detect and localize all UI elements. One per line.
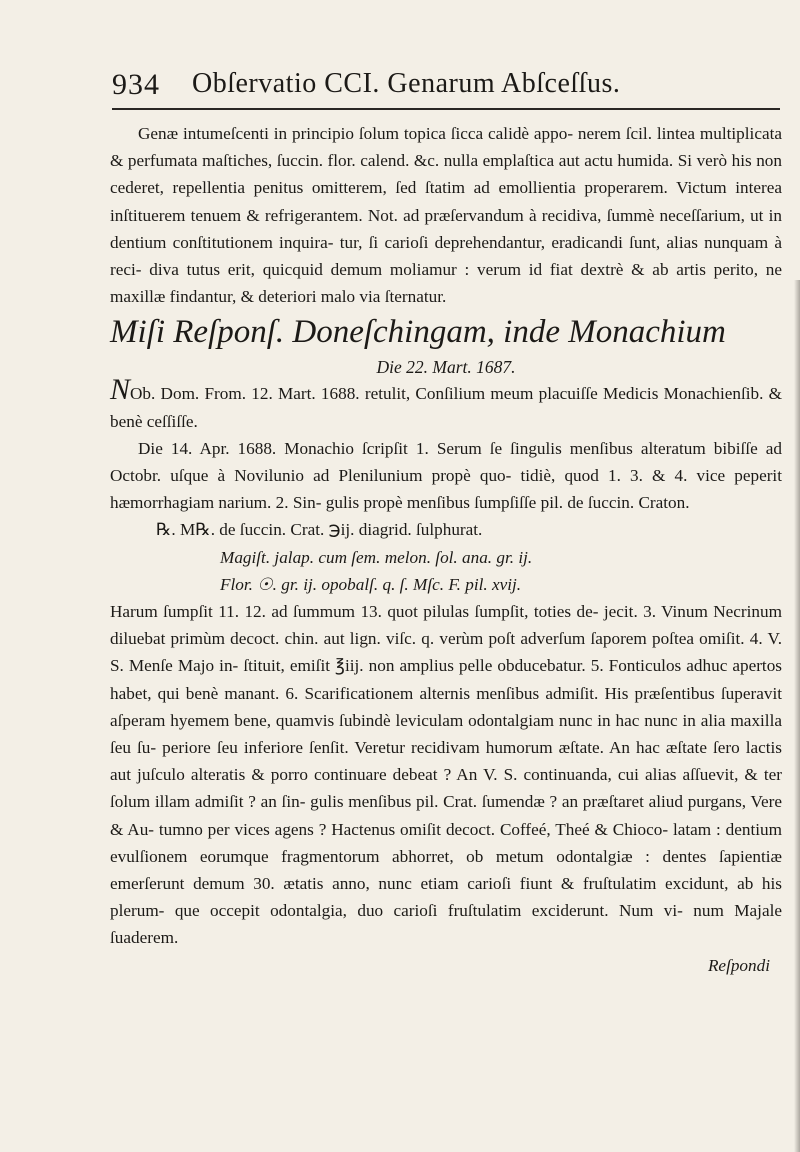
running-head: Obſervatio CCI. Genarum Abſceſſus. [192, 68, 621, 99]
page-number: 934 [112, 68, 160, 101]
page-body [110, 120, 782, 979]
page-header [112, 64, 780, 110]
drop-cap: N [110, 373, 131, 407]
paragraph-retulit [110, 373, 782, 434]
paragraph-harum: Harum ſumpſit 11. 12. ad ſummum 13. quot pilulas ſumpſit, toties de- jecit. 3. Vinum Necrinum diluebat primùm decoct. chin. aut lign. viſc. q. verùm poſt adverſum ſaporem poſtea omiſit. 4. V. S. Menſe Majo in- ſtituit, emiſit ℥iij. non amplius pelle obducebatur. 5. Fonticulos adhuc apertos habet, qui benè manant. 6. Scarificationem alternis menſibus admiſit. His præſentibus ſuperavit aſperam hyemem bene, quamvis ſubindè leviculam odontalgiam nunc in hac nunc in alia maxilla ſeu ſu- periore ſeu inferiore ſenſit. Veretur recidivam humorum æſtate. An hac æſtate ſero lactis aut juſculo alteratis & porro continuare debeat ? An V. S. continuanda, cui alias aſſuevit, & ter ſolum illam admiſit ? an ſin- gulis menſibus pil. Crat. ſumendæ ? an præſtaret aliud purgans, Vere & Au- tumno per vices agens ? Hactenus omiſit decoct. Coffeé, Theé & Chioco- latam : dentium evulſionem eorumque fragmentorum abhorret, ob metum odontalgiæ : dentes ſapientiæ emerſerunt demum 30. ætatis anno, nunc etiam carioſi fiunt & fruſtulatim excidunt, ab his plerum- que occepit odontalgia, duo carioſi fruſtulatim exciderunt. Num vi- num Majale ſuaderem. [110, 602, 782, 948]
scan-shadow [794, 280, 800, 1152]
paragraph-topica: Genæ intumeſcenti in principio ſolum topica ſicca calidè appo- nerem ſcil. lintea multiplicata & perfumata maſtiches, ſuccin. flor. calend. &c. nulla emplaſtica aut actu humida. Si verò his non cederet, repellentia penitus omitterem, ſed ſtatim ad emollientia properarem. Victum interea inſtituerem tenuem & refrigerantem. Not. ad præſervandum à recidiva, ſummè neceſſarium, ut in dentium conſtitutionem inquira- tur, ſi carioſi deprehendantur, eradicandi ſunt, alias nunquam à reci- diva tutus erit, quicquid demum moliamur : verum id fiat dextrè & ab artis perito, ne maxillæ findantur, & deteriori malo via ſternatur. [110, 124, 782, 307]
date-line: Die 22. Mart. 1687. [376, 357, 516, 378]
paragraph-scripsit: Die 14. Apr. 1688. Monachio ſcripſit 1. Serum ſe ſingulis menſibus alteratum bibiſſe ad Octobr. uſque à Novilunio ad Plenilunium propè quo- tidiè, quod 1. 3. & 4. vice peperit hæmorrhagiam narium. 2. Sin- gulis propè menſibus ſumpſiſſe pil. de ſuccin. Craton. [110, 438, 782, 513]
section-heading: Miſi Reſponſ. Doneſchingam, inde Monachium [110, 314, 726, 351]
prescription-line-3: Flor. ☉. gr. ij. opobalſ. q. ſ. Mſc. F. pil. xvij. [220, 574, 522, 594]
catchword: Reſpondi [707, 955, 770, 975]
prescription-line-1: ℞. M℞. de ſuccin. Crat. ℈ij. diagrid. ſulphurat. [156, 520, 483, 540]
paragraph-retulit-text: Ob. Dom. From. 12. Mart. 1688. retulit, Conſilium meum placuiſſe Medicis Monachienſib. & benè ceſſiſſe. [110, 384, 782, 431]
prescription-line-2: Magiſt. jalap. cum ſem. melon. ſol. ana. gr. ij. [220, 547, 533, 567]
